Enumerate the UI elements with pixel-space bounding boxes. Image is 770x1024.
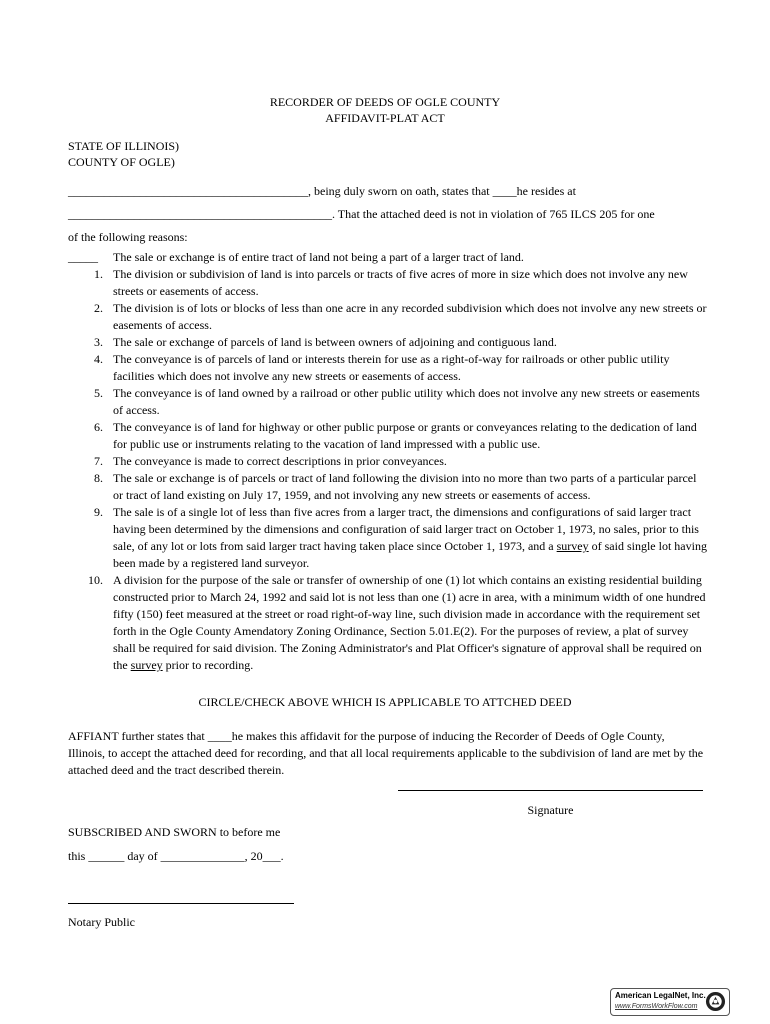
reason-item [68, 504, 708, 572]
reason-text: The sale or exchange is of entire tract of land not being a part of a larger tract of land. [113, 250, 524, 264]
instruction-heading: CIRCLE/CHECK ABOVE WHICH IS APPLICABLE TO ATTCHED DEED [198, 695, 572, 709]
affiant-name-residence-line: ________________________________________, being duly sworn on oath, states that ____he resides at [68, 184, 576, 198]
reason-item [68, 334, 708, 351]
reason-blank: _____ [68, 250, 98, 264]
reason-item [68, 470, 708, 504]
venue-state: STATE OF ILLINOIS) [68, 139, 180, 153]
reason-text: The conveyance is of parcels of land or interests therein for use as a right-of-way for railroads or other public utility facilities which does not involve any new streets or easements of access. [113, 352, 670, 383]
subscribed-sworn-line: SUBSCRIBED AND SWORN to before me [68, 825, 281, 839]
reason-number: 1. [94, 267, 103, 281]
reason-item [68, 300, 708, 334]
reason-text-part: A division for the purpose of the sale or transfer of ownership of one (1) lot which contains an existing residential building constructed prior to March 24, 1992 and said lot is not less than one (1) acre in area, with a minimum width of one hundred fifty (150) feet measured at the street or road right-of-way line, such division made in accordance with the requirement set forth in the Ogle County Amendatory Zoning Ordinance, Section 5.01.E(2). For the purposes of review, a plat of survey shall be required for said division. The Zoning Administrator's and Plat Officer's signature of approval shall be required on the [113, 573, 706, 672]
reason-number: 10. [88, 573, 103, 587]
reason-number: 7. [94, 454, 103, 468]
signature-line [398, 790, 703, 791]
affiant-statement: AFFIANT further states that ____he makes this affidavit for the purpose of inducing the Recorder of Deeds of Ogle County, Illinois, to accept the attached deed for recording, and that all local requirements applicable to the subdivision of land are met by the attached deed and the tract described therein. [68, 729, 704, 777]
date-line: this ______ day of ______________, 20___. [68, 849, 284, 863]
reason-number: 8. [94, 471, 103, 485]
notary-public-label: Notary Public [68, 915, 135, 929]
reason-item [68, 351, 708, 385]
notary-signature-line [68, 903, 294, 904]
reasons-intro: of the following reasons: [68, 230, 188, 244]
reason-number: 9. [94, 505, 103, 519]
reason-text-part: of said single lot having been made by a registered land surveyor. [113, 539, 707, 570]
reason-number: 2. [94, 301, 103, 315]
reason-number: 3. [94, 335, 103, 349]
reason-item [68, 572, 708, 674]
publisher-logo-icon [705, 991, 726, 1012]
publisher-name: American LegalNet, Inc. [615, 991, 706, 1000]
venue-county: COUNTY OF OGLE) [68, 155, 175, 169]
publisher-website-link[interactable]: www.FormsWorkFlow.com [615, 1003, 698, 1010]
reason-number: 5. [94, 386, 103, 400]
reason-number: 6. [94, 420, 103, 434]
signature-label: Signature [527, 803, 574, 817]
reason-item [68, 249, 708, 266]
document-subtitle: AFFIDAVIT-PLAT ACT [325, 111, 445, 125]
reason-text: The division or subdivision of land is into parcels or tracts of five acres of more in size which does not involve any new streets or easements of access. [113, 267, 688, 298]
publisher-badge [610, 988, 730, 1016]
survey-underlined: survey [130, 658, 163, 672]
reason-text: The sale or exchange of parcels of land is between owners of adjoining and contiguous land. [113, 335, 557, 349]
address-violation-line: ____________________________________________. That the attached deed is not in violation of 765 ILCS 205 for one [68, 207, 655, 221]
reason-text-part: The sale is of a single lot of less than five acres from a larger tract, the dimensions and configurations of said larger tract having been determined by the dimensions and configuration of said larger tract on October 1, 1973, no sales, prior to this sale, of any lot or lots from said larger tract having taken place since October 1, 1973, and a [113, 505, 699, 553]
reason-text: The division is of lots or blocks of less than one acre in any recorded subdivision which does not involve any new streets or easements of access. [113, 301, 707, 332]
reason-item [68, 453, 708, 470]
reason-text: The conveyance is of land owned by a railroad or other public utility which does not involve any new streets or easements of access. [113, 386, 700, 417]
reason-text-part: prior to recording. [162, 658, 254, 672]
reason-item [68, 266, 708, 300]
survey-underlined: survey [556, 539, 589, 553]
document-title: RECORDER OF DEEDS OF OGLE COUNTY [269, 95, 501, 109]
reason-text: The sale or exchange is of parcels or tract of land following the division into no more than two parts of a particular parcel or tract of land existing on July 17, 1959, and not involving any new streets or easements of access. [113, 471, 697, 502]
reason-number: 4. [94, 352, 103, 366]
reason-item [68, 419, 708, 453]
reason-text: The conveyance is of land for highway or other public purpose or grants or conveyances relating to the dedication of land for public use or instruments relating to the vacation of land impressed with a public use. [113, 420, 697, 451]
reason-item [68, 385, 708, 419]
reason-text: The conveyance is made to correct descriptions in prior conveyances. [113, 454, 447, 468]
reasons-list [68, 250, 708, 674]
